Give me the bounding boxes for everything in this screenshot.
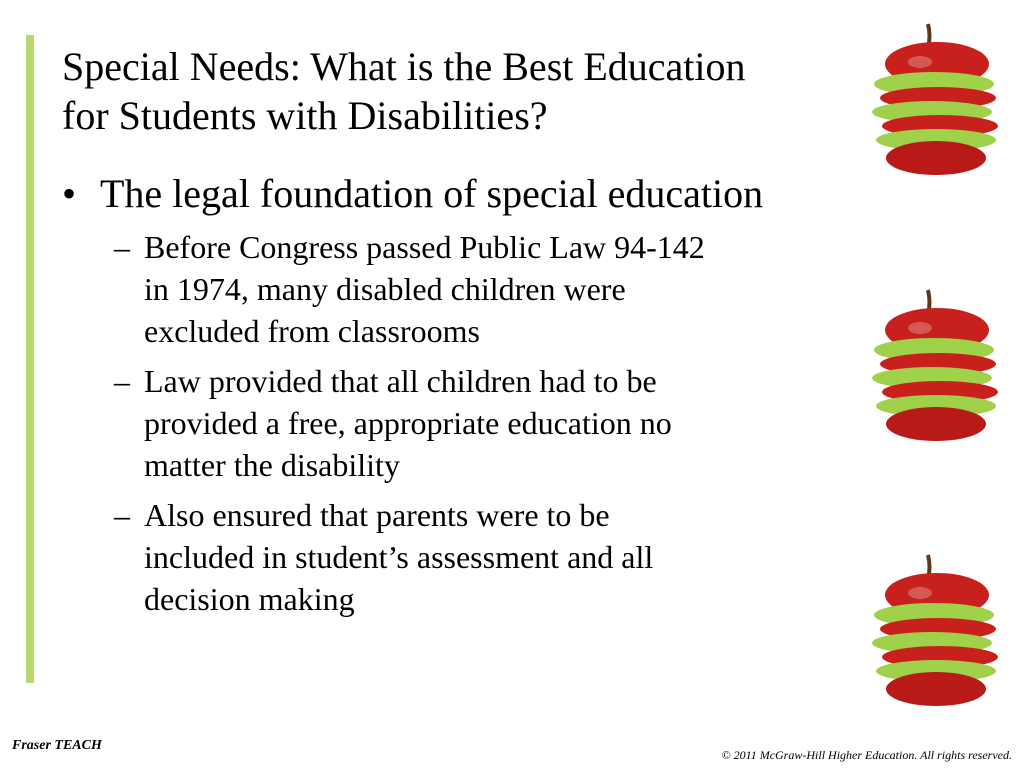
- sub-bullet-item: [114, 494, 872, 620]
- text-line: Before Congress passed Public Law 94-142: [144, 229, 705, 265]
- dash-marker: –: [114, 363, 130, 399]
- sub-bullet-text: [144, 494, 653, 620]
- sub-bullet-list: [114, 226, 872, 620]
- sub-bullet-text: [144, 360, 672, 486]
- sliced-apple-icon: [870, 553, 1004, 708]
- text-line: matter the disability: [144, 447, 400, 483]
- main-bullet: [62, 170, 872, 218]
- text-line: Law provided that all children had to be: [144, 363, 657, 399]
- slide-body: [62, 170, 872, 628]
- sub-bullet-item: [114, 226, 872, 352]
- text-line: decision making: [144, 581, 355, 617]
- sliced-apple-icon: [870, 288, 1004, 443]
- apple-graphic: [872, 555, 998, 706]
- accent-bar: [26, 35, 34, 683]
- footer-copyright: © 2011 McGraw-Hill Higher Education. All rights reserved.: [721, 748, 1012, 762]
- apple-graphic: [872, 290, 998, 441]
- text-line: Also ensured that parents were to be: [144, 497, 610, 533]
- slide-title-line: Special Needs: What is the Best Education: [62, 44, 746, 89]
- sliced-apple-icon: [870, 22, 1004, 177]
- text-line: excluded from classrooms: [144, 313, 480, 349]
- apple-graphic: [872, 24, 998, 175]
- slide-title-line: for Students with Disabilities?: [62, 93, 548, 138]
- slide-title: [62, 42, 862, 140]
- footer-author: Fraser TEACH: [12, 738, 102, 753]
- sub-bullet-item: [114, 360, 872, 486]
- sub-bullet-text: [144, 226, 705, 352]
- main-bullet-text: The legal foundation of special education: [100, 171, 764, 216]
- bullet-marker: •: [62, 171, 77, 216]
- text-line: included in student’s assessment and all: [144, 539, 654, 575]
- text-line: provided a free, appropriate education no: [144, 405, 672, 441]
- dash-marker: –: [114, 229, 130, 265]
- text-line: in 1974, many disabled children were: [144, 271, 626, 307]
- dash-marker: –: [114, 497, 130, 533]
